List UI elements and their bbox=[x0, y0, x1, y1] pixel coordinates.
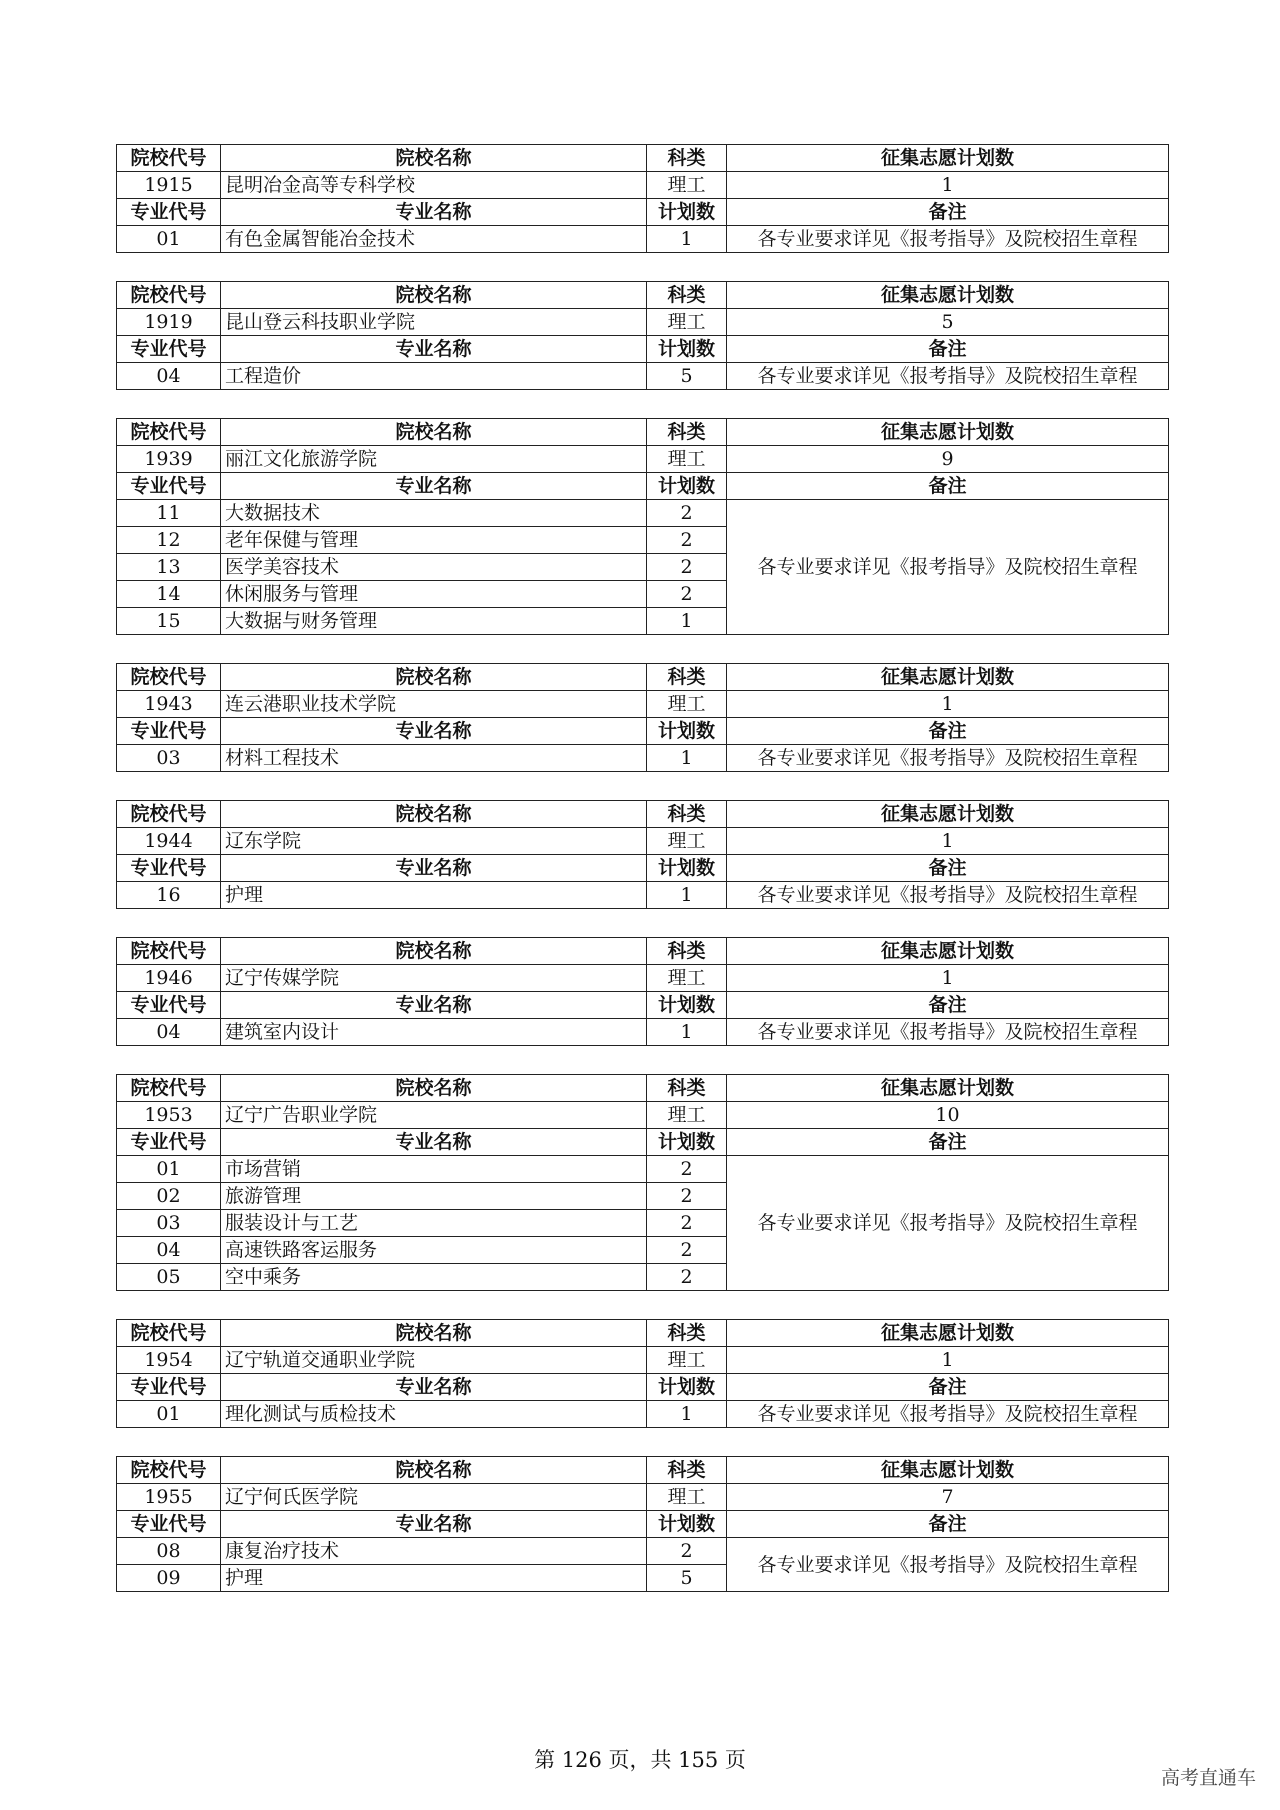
header-plan-total: 征集志愿计划数 bbox=[727, 801, 1169, 828]
header-plan-total: 征集志愿计划数 bbox=[727, 1075, 1169, 1102]
header-school-code: 院校代号 bbox=[117, 938, 221, 965]
major-remark: 各专业要求详见《报考指导》及院校招生章程 bbox=[727, 1538, 1169, 1592]
school-table bbox=[116, 800, 1169, 909]
school-row bbox=[117, 1484, 1169, 1511]
major-name: 工程造价 bbox=[221, 363, 647, 390]
header-category: 科类 bbox=[647, 419, 727, 446]
school-header-row bbox=[117, 1457, 1169, 1484]
school-table bbox=[116, 281, 1169, 390]
header-school-name: 院校名称 bbox=[221, 1457, 647, 1484]
school-code: 1954 bbox=[117, 1347, 221, 1374]
major-remark: 各专业要求详见《报考指导》及院校招生章程 bbox=[727, 500, 1169, 635]
major-name: 大数据与财务管理 bbox=[221, 608, 647, 635]
major-row bbox=[117, 500, 1169, 527]
page-footer: 第 126 页，共 155 页 bbox=[534, 1748, 746, 1772]
major-code: 12 bbox=[117, 527, 221, 554]
major-name: 高速铁路客运服务 bbox=[221, 1237, 647, 1264]
school-header-row bbox=[117, 419, 1169, 446]
school-plan: 5 bbox=[727, 309, 1169, 336]
school-name: 辽东学院 bbox=[221, 828, 647, 855]
school-category: 理工 bbox=[647, 828, 727, 855]
school-header-row bbox=[117, 1075, 1169, 1102]
major-header-row bbox=[117, 473, 1169, 500]
header-remark: 备注 bbox=[727, 473, 1169, 500]
major-name: 护理 bbox=[221, 882, 647, 909]
school-row bbox=[117, 309, 1169, 336]
header-school-code: 院校代号 bbox=[117, 419, 221, 446]
school-row bbox=[117, 828, 1169, 855]
major-header-row bbox=[117, 992, 1169, 1019]
major-plan-count: 5 bbox=[647, 363, 727, 390]
header-school-name: 院校名称 bbox=[221, 419, 647, 446]
major-code: 13 bbox=[117, 554, 221, 581]
header-category: 科类 bbox=[647, 801, 727, 828]
header-remark: 备注 bbox=[727, 718, 1169, 745]
major-row bbox=[117, 882, 1169, 909]
major-row bbox=[117, 745, 1169, 772]
major-plan-count: 2 bbox=[647, 1210, 727, 1237]
school-row bbox=[117, 691, 1169, 718]
school-table bbox=[116, 144, 1169, 253]
major-name: 老年保健与管理 bbox=[221, 527, 647, 554]
header-major-name: 专业名称 bbox=[221, 1374, 647, 1401]
header-major-name: 专业名称 bbox=[221, 199, 647, 226]
school-plan: 1 bbox=[727, 965, 1169, 992]
major-row bbox=[117, 1401, 1169, 1428]
header-plan-count: 计划数 bbox=[647, 336, 727, 363]
major-plan-count: 1 bbox=[647, 226, 727, 253]
major-remark: 各专业要求详见《报考指导》及院校招生章程 bbox=[727, 882, 1169, 909]
header-major-name: 专业名称 bbox=[221, 855, 647, 882]
header-school-name: 院校名称 bbox=[221, 1075, 647, 1102]
major-code: 02 bbox=[117, 1183, 221, 1210]
header-plan-total: 征集志愿计划数 bbox=[727, 938, 1169, 965]
header-school-code: 院校代号 bbox=[117, 282, 221, 309]
major-plan-count: 1 bbox=[647, 1019, 727, 1046]
major-row bbox=[117, 1019, 1169, 1046]
school-name: 昆明冶金高等专科学校 bbox=[221, 172, 647, 199]
major-name: 康复治疗技术 bbox=[221, 1538, 647, 1565]
header-major-name: 专业名称 bbox=[221, 1511, 647, 1538]
header-school-code: 院校代号 bbox=[117, 1075, 221, 1102]
header-category: 科类 bbox=[647, 282, 727, 309]
school-plan: 1 bbox=[727, 172, 1169, 199]
header-category: 科类 bbox=[647, 664, 727, 691]
header-plan-count: 计划数 bbox=[647, 718, 727, 745]
header-plan-total: 征集志愿计划数 bbox=[727, 664, 1169, 691]
major-plan-count: 2 bbox=[647, 500, 727, 527]
school-plan: 7 bbox=[727, 1484, 1169, 1511]
major-code: 04 bbox=[117, 1019, 221, 1046]
school-name: 辽宁传媒学院 bbox=[221, 965, 647, 992]
header-major-name: 专业名称 bbox=[221, 336, 647, 363]
school-plan: 10 bbox=[727, 1102, 1169, 1129]
major-name: 大数据技术 bbox=[221, 500, 647, 527]
major-plan-count: 2 bbox=[647, 581, 727, 608]
major-remark: 各专业要求详见《报考指导》及院校招生章程 bbox=[727, 226, 1169, 253]
major-plan-count: 1 bbox=[647, 882, 727, 909]
school-name: 辽宁广告职业学院 bbox=[221, 1102, 647, 1129]
header-school-name: 院校名称 bbox=[221, 1320, 647, 1347]
major-name: 理化测试与质检技术 bbox=[221, 1401, 647, 1428]
major-header-row bbox=[117, 1129, 1169, 1156]
header-category: 科类 bbox=[647, 145, 727, 172]
header-school-name: 院校名称 bbox=[221, 664, 647, 691]
header-remark: 备注 bbox=[727, 992, 1169, 1019]
header-remark: 备注 bbox=[727, 1374, 1169, 1401]
major-header-row bbox=[117, 855, 1169, 882]
header-plan-total: 征集志愿计划数 bbox=[727, 1320, 1169, 1347]
admission-plan-tables bbox=[116, 144, 1168, 1620]
major-name: 旅游管理 bbox=[221, 1183, 647, 1210]
major-code: 01 bbox=[117, 1401, 221, 1428]
header-major-name: 专业名称 bbox=[221, 473, 647, 500]
major-code: 04 bbox=[117, 363, 221, 390]
school-category: 理工 bbox=[647, 309, 727, 336]
school-header-row bbox=[117, 145, 1169, 172]
header-remark: 备注 bbox=[727, 855, 1169, 882]
major-row bbox=[117, 1156, 1169, 1183]
major-header-row bbox=[117, 336, 1169, 363]
major-code: 05 bbox=[117, 1264, 221, 1291]
school-plan: 1 bbox=[727, 691, 1169, 718]
school-row bbox=[117, 1347, 1169, 1374]
major-remark: 各专业要求详见《报考指导》及院校招生章程 bbox=[727, 1156, 1169, 1291]
header-plan-count: 计划数 bbox=[647, 1374, 727, 1401]
school-table bbox=[116, 1074, 1169, 1291]
watermark: 高考直通车 bbox=[1160, 1767, 1256, 1789]
school-name: 丽江文化旅游学院 bbox=[221, 446, 647, 473]
school-row bbox=[117, 965, 1169, 992]
school-category: 理工 bbox=[647, 1102, 727, 1129]
major-code: 15 bbox=[117, 608, 221, 635]
major-plan-count: 1 bbox=[647, 745, 727, 772]
header-plan-total: 征集志愿计划数 bbox=[727, 282, 1169, 309]
major-remark: 各专业要求详见《报考指导》及院校招生章程 bbox=[727, 363, 1169, 390]
major-code: 01 bbox=[117, 1156, 221, 1183]
school-row bbox=[117, 1102, 1169, 1129]
major-name: 医学美容技术 bbox=[221, 554, 647, 581]
header-major-code: 专业代号 bbox=[117, 855, 221, 882]
major-plan-count: 1 bbox=[647, 608, 727, 635]
major-name: 护理 bbox=[221, 1565, 647, 1592]
header-remark: 备注 bbox=[727, 1129, 1169, 1156]
header-school-code: 院校代号 bbox=[117, 664, 221, 691]
header-major-code: 专业代号 bbox=[117, 1511, 221, 1538]
major-header-row bbox=[117, 718, 1169, 745]
major-plan-count: 5 bbox=[647, 1565, 727, 1592]
major-name: 市场营销 bbox=[221, 1156, 647, 1183]
major-code: 16 bbox=[117, 882, 221, 909]
header-major-code: 专业代号 bbox=[117, 1129, 221, 1156]
major-plan-count: 2 bbox=[647, 1183, 727, 1210]
header-major-name: 专业名称 bbox=[221, 1129, 647, 1156]
school-code: 1943 bbox=[117, 691, 221, 718]
header-plan-total: 征集志愿计划数 bbox=[727, 145, 1169, 172]
header-category: 科类 bbox=[647, 1457, 727, 1484]
major-name: 材料工程技术 bbox=[221, 745, 647, 772]
school-plan: 9 bbox=[727, 446, 1169, 473]
school-category: 理工 bbox=[647, 965, 727, 992]
major-header-row bbox=[117, 1511, 1169, 1538]
header-remark: 备注 bbox=[727, 199, 1169, 226]
header-major-code: 专业代号 bbox=[117, 718, 221, 745]
major-name: 建筑室内设计 bbox=[221, 1019, 647, 1046]
school-code: 1915 bbox=[117, 172, 221, 199]
header-remark: 备注 bbox=[727, 1511, 1169, 1538]
major-plan-count: 2 bbox=[647, 554, 727, 581]
header-major-code: 专业代号 bbox=[117, 992, 221, 1019]
school-table bbox=[116, 663, 1169, 772]
school-plan: 1 bbox=[727, 1347, 1169, 1374]
school-name: 辽宁何氏医学院 bbox=[221, 1484, 647, 1511]
major-plan-count: 2 bbox=[647, 527, 727, 554]
header-plan-count: 计划数 bbox=[647, 992, 727, 1019]
school-table bbox=[116, 937, 1169, 1046]
header-plan-count: 计划数 bbox=[647, 473, 727, 500]
school-code: 1955 bbox=[117, 1484, 221, 1511]
school-header-row bbox=[117, 664, 1169, 691]
header-school-code: 院校代号 bbox=[117, 1457, 221, 1484]
school-row bbox=[117, 172, 1169, 199]
header-major-code: 专业代号 bbox=[117, 336, 221, 363]
school-table bbox=[116, 1456, 1169, 1592]
header-major-code: 专业代号 bbox=[117, 1374, 221, 1401]
major-code: 04 bbox=[117, 1237, 221, 1264]
major-code: 09 bbox=[117, 1565, 221, 1592]
major-row bbox=[117, 226, 1169, 253]
major-remark: 各专业要求详见《报考指导》及院校招生章程 bbox=[727, 745, 1169, 772]
school-table bbox=[116, 1319, 1169, 1428]
major-header-row bbox=[117, 199, 1169, 226]
major-plan-count: 2 bbox=[647, 1156, 727, 1183]
header-category: 科类 bbox=[647, 938, 727, 965]
school-code: 1946 bbox=[117, 965, 221, 992]
major-name: 空中乘务 bbox=[221, 1264, 647, 1291]
major-remark: 各专业要求详见《报考指导》及院校招生章程 bbox=[727, 1401, 1169, 1428]
header-school-name: 院校名称 bbox=[221, 801, 647, 828]
school-code: 1953 bbox=[117, 1102, 221, 1129]
school-name: 昆山登云科技职业学院 bbox=[221, 309, 647, 336]
header-plan-count: 计划数 bbox=[647, 1129, 727, 1156]
school-category: 理工 bbox=[647, 691, 727, 718]
major-code: 03 bbox=[117, 745, 221, 772]
header-remark: 备注 bbox=[727, 336, 1169, 363]
header-plan-total: 征集志愿计划数 bbox=[727, 1457, 1169, 1484]
major-name: 休闲服务与管理 bbox=[221, 581, 647, 608]
major-remark: 各专业要求详见《报考指导》及院校招生章程 bbox=[727, 1019, 1169, 1046]
school-name: 连云港职业技术学院 bbox=[221, 691, 647, 718]
school-header-row bbox=[117, 1320, 1169, 1347]
header-school-code: 院校代号 bbox=[117, 801, 221, 828]
school-row bbox=[117, 446, 1169, 473]
school-header-row bbox=[117, 938, 1169, 965]
school-code: 1939 bbox=[117, 446, 221, 473]
header-category: 科类 bbox=[647, 1320, 727, 1347]
major-row bbox=[117, 1538, 1169, 1565]
major-row bbox=[117, 363, 1169, 390]
school-category: 理工 bbox=[647, 1347, 727, 1374]
school-header-row bbox=[117, 282, 1169, 309]
header-plan-count: 计划数 bbox=[647, 855, 727, 882]
header-school-name: 院校名称 bbox=[221, 938, 647, 965]
header-school-name: 院校名称 bbox=[221, 282, 647, 309]
school-header-row bbox=[117, 801, 1169, 828]
major-plan-count: 1 bbox=[647, 1401, 727, 1428]
header-school-code: 院校代号 bbox=[117, 145, 221, 172]
school-category: 理工 bbox=[647, 446, 727, 473]
major-plan-count: 2 bbox=[647, 1264, 727, 1291]
major-code: 11 bbox=[117, 500, 221, 527]
header-school-name: 院校名称 bbox=[221, 145, 647, 172]
header-plan-count: 计划数 bbox=[647, 199, 727, 226]
header-major-name: 专业名称 bbox=[221, 992, 647, 1019]
school-code: 1944 bbox=[117, 828, 221, 855]
header-plan-count: 计划数 bbox=[647, 1511, 727, 1538]
header-school-code: 院校代号 bbox=[117, 1320, 221, 1347]
header-plan-total: 征集志愿计划数 bbox=[727, 419, 1169, 446]
school-name: 辽宁轨道交通职业学院 bbox=[221, 1347, 647, 1374]
major-code: 03 bbox=[117, 1210, 221, 1237]
major-name: 有色金属智能冶金技术 bbox=[221, 226, 647, 253]
major-plan-count: 2 bbox=[647, 1538, 727, 1565]
school-code: 1919 bbox=[117, 309, 221, 336]
major-name: 服装设计与工艺 bbox=[221, 1210, 647, 1237]
major-code: 01 bbox=[117, 226, 221, 253]
major-code: 14 bbox=[117, 581, 221, 608]
major-code: 08 bbox=[117, 1538, 221, 1565]
school-table bbox=[116, 418, 1169, 635]
header-category: 科类 bbox=[647, 1075, 727, 1102]
major-plan-count: 2 bbox=[647, 1237, 727, 1264]
major-header-row bbox=[117, 1374, 1169, 1401]
header-major-code: 专业代号 bbox=[117, 199, 221, 226]
school-category: 理工 bbox=[647, 172, 727, 199]
school-category: 理工 bbox=[647, 1484, 727, 1511]
header-major-code: 专业代号 bbox=[117, 473, 221, 500]
header-major-name: 专业名称 bbox=[221, 718, 647, 745]
school-plan: 1 bbox=[727, 828, 1169, 855]
